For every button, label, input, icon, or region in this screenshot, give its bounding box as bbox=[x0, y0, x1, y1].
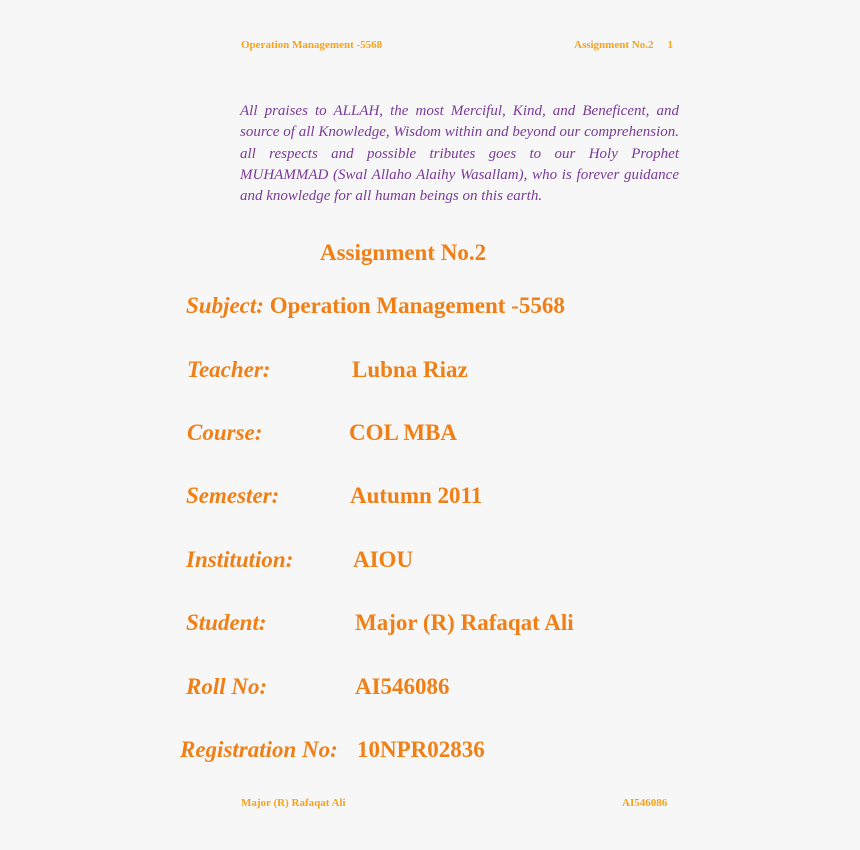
roll-no-row bbox=[186, 674, 450, 700]
footer-student-name: Major (R) Rafaqat Ali bbox=[241, 797, 346, 809]
registration-no-label: Registration No: bbox=[180, 737, 338, 762]
teacher-row bbox=[187, 357, 468, 383]
institution-label: Institution: bbox=[186, 547, 294, 572]
institution-row bbox=[186, 547, 414, 573]
teacher-value: Lubna Riaz bbox=[352, 357, 468, 382]
header-assignment bbox=[574, 39, 673, 51]
student-label: Student: bbox=[186, 610, 267, 635]
course-value: COL MBA bbox=[349, 420, 457, 445]
student-row bbox=[186, 610, 574, 636]
student-value: Major (R) Rafaqat Ali bbox=[355, 610, 574, 635]
dedication-paragraph: All praises to ALLAH, the most Merciful, Kind, and Beneficent, and source of all Knowledge, Wisdom within and beyond our comprehension. all respects and possible tributes goes to our Holy Prophet MUHAMMAD (Swal Allaho Alaihy Wasallam), who is forever guidance and knowledge for all human beings on this earth. bbox=[240, 103, 679, 205]
registration-no-row bbox=[180, 737, 485, 763]
semester-label: Semester: bbox=[186, 483, 280, 508]
header-assignment-label: Assignment No.2 bbox=[574, 39, 654, 51]
roll-no-value: AI546086 bbox=[355, 674, 450, 699]
page-number: 1 bbox=[667, 39, 673, 51]
registration-no-value: 10NPR02836 bbox=[357, 737, 485, 762]
semester-value: Autumn 2011 bbox=[350, 483, 483, 508]
course-row bbox=[187, 420, 457, 446]
institution-value: AIOU bbox=[353, 547, 414, 572]
footer-roll-no: AI546086 bbox=[622, 797, 668, 809]
subject-value: Operation Management -5568 bbox=[269, 293, 565, 318]
course-label: Course: bbox=[187, 420, 263, 445]
roll-no-label: Roll No: bbox=[186, 674, 268, 699]
subject-row bbox=[186, 293, 565, 319]
subject-label: Subject: bbox=[186, 293, 264, 318]
assignment-title: Assignment No.2 bbox=[320, 240, 487, 265]
header-course-title: Operation Management -5568 bbox=[241, 39, 383, 51]
teacher-label: Teacher: bbox=[187, 357, 271, 382]
semester-row bbox=[186, 483, 483, 509]
